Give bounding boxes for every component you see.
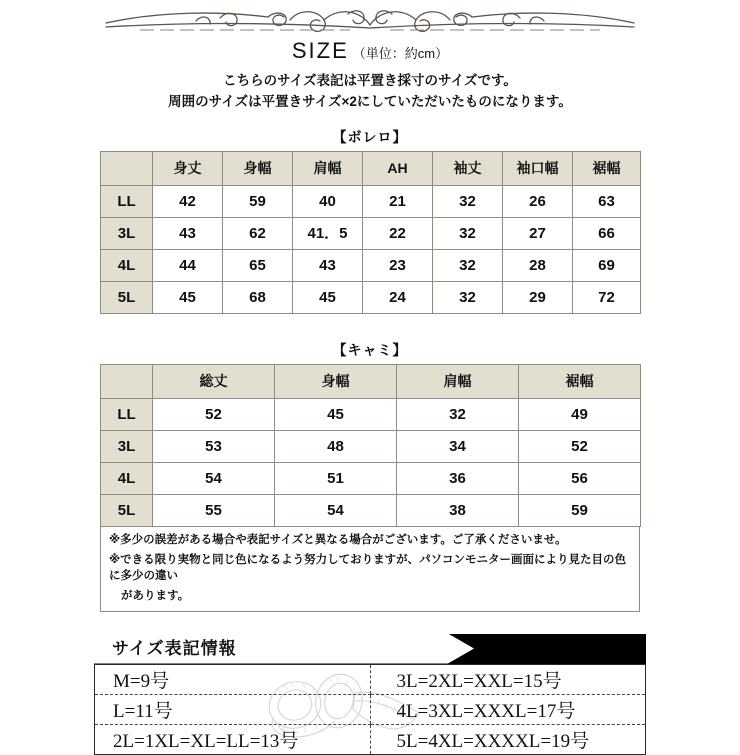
table-header-row xyxy=(101,151,641,185)
table-cell: 44 xyxy=(153,249,223,281)
notation-cell-right: 5L=4XL=XXXXL=19号 xyxy=(370,724,645,754)
table-cell: 43 xyxy=(293,249,363,281)
table-row xyxy=(101,249,641,281)
table-row xyxy=(101,398,641,430)
table-cell: 32 xyxy=(397,398,519,430)
size-title-unit: （単位：約cm） xyxy=(352,46,449,61)
table-cell: 59 xyxy=(519,494,641,526)
table-cell: 45 xyxy=(293,281,363,313)
notation-cell-left: L=11号 xyxy=(95,694,370,724)
table-cell: 69 xyxy=(573,249,641,281)
table-cell: 26 xyxy=(503,185,573,217)
column-header: AH xyxy=(363,151,433,185)
row-header-size: LL xyxy=(101,398,153,430)
table-cell: 45 xyxy=(275,398,397,430)
row-header-size: 5L xyxy=(101,281,153,313)
table-cell: 40 xyxy=(293,185,363,217)
table-cell: 36 xyxy=(397,462,519,494)
table-row xyxy=(101,494,641,526)
table-cell: 63 xyxy=(573,185,641,217)
corner-cell xyxy=(101,364,153,398)
table-row xyxy=(101,430,641,462)
decorative-header-ornament xyxy=(0,0,740,36)
table-cell: 54 xyxy=(153,462,275,494)
column-header: 袖口幅 xyxy=(503,151,573,185)
table-row xyxy=(101,185,641,217)
cami-size-table xyxy=(100,364,641,527)
table-cell: 52 xyxy=(519,430,641,462)
table-cell: 34 xyxy=(397,430,519,462)
table-row xyxy=(101,217,641,249)
column-header: 肩幅 xyxy=(293,151,363,185)
cami-table-caption: 【キャミ】 xyxy=(332,341,408,358)
table-cell: 43 xyxy=(153,217,223,249)
size-notation-block xyxy=(94,634,646,755)
row-header-size: 5L xyxy=(101,494,153,526)
table-cell: 72 xyxy=(573,281,641,313)
note-line-2: ※できる限り実物と同じ色になるよう努力しておりますが、パソコンモニター画面により見た目の色に多少の違い xyxy=(109,553,626,583)
table-cell: 56 xyxy=(519,462,641,494)
table-cell: 32 xyxy=(433,249,503,281)
table-cell: 45 xyxy=(153,281,223,313)
row-header-size: LL xyxy=(101,185,153,217)
column-header: 肩幅 xyxy=(397,364,519,398)
page-title xyxy=(0,40,740,62)
column-header: 身丈 xyxy=(153,151,223,185)
notation-row xyxy=(95,665,645,695)
row-header-size: 4L xyxy=(101,249,153,281)
size-title-main: SIZE xyxy=(291,38,349,63)
table-row xyxy=(101,281,641,313)
size-notation-banner xyxy=(94,634,646,664)
table-cell: 49 xyxy=(519,398,641,430)
table-cell: 27 xyxy=(503,217,573,249)
size-notation-body xyxy=(94,664,646,755)
lead-text xyxy=(0,71,740,113)
table-cell: 54 xyxy=(275,494,397,526)
notation-cell-right: 4L=3XL=XXXL=17号 xyxy=(370,694,645,724)
table-cell: 41．5 xyxy=(293,217,363,249)
table-cell: 53 xyxy=(153,430,275,462)
table-cell: 32 xyxy=(433,281,503,313)
notation-cell-left: 2L=1XL=XL=LL=13号 xyxy=(113,730,299,752)
table-cell: 65 xyxy=(223,249,293,281)
table-header-row xyxy=(101,364,641,398)
disclaimer-notes xyxy=(100,527,640,612)
table-cell: 62 xyxy=(223,217,293,249)
cami-table-block xyxy=(100,340,640,527)
table-cell: 68 xyxy=(223,281,293,313)
table-cell: 52 xyxy=(153,398,275,430)
size-notation-table xyxy=(95,665,645,754)
table-cell: 42 xyxy=(153,185,223,217)
note-line-1: ※多少の誤差がある場合や表記サイズと異なる場合がございます。ご了承くださいませ。 xyxy=(109,533,567,546)
table-row xyxy=(101,462,641,494)
notation-cell-left: M=9号 xyxy=(95,665,370,695)
bolero-table-caption: 【ボレロ】 xyxy=(332,128,408,145)
column-header: 身幅 xyxy=(275,364,397,398)
lead-line-2: 周囲のサイズは平置きサイズ×2にしていただいたものになります。 xyxy=(168,93,572,109)
table-cell: 24 xyxy=(363,281,433,313)
corner-cell xyxy=(101,151,153,185)
table-cell: 32 xyxy=(433,185,503,217)
row-header-size: 3L xyxy=(101,430,153,462)
table-cell: 28 xyxy=(503,249,573,281)
column-header: 総丈 xyxy=(153,364,275,398)
table-cell: 21 xyxy=(363,185,433,217)
table-cell: 32 xyxy=(433,217,503,249)
banner-label: サイズ表記情報 xyxy=(112,638,237,658)
table-cell: 51 xyxy=(275,462,397,494)
bolero-table-block xyxy=(100,127,640,314)
lead-line-1: こちらのサイズ表記は平置き採寸のサイズです。 xyxy=(223,73,517,88)
table-cell: 38 xyxy=(397,494,519,526)
table-cell: 55 xyxy=(153,494,275,526)
table-cell: 22 xyxy=(363,217,433,249)
table-cell: 66 xyxy=(573,217,641,249)
row-header-size: 4L xyxy=(101,462,153,494)
column-header: 袖丈 xyxy=(433,151,503,185)
table-cell: 59 xyxy=(223,185,293,217)
column-header: 裾幅 xyxy=(519,364,641,398)
column-header: 身幅 xyxy=(223,151,293,185)
column-header: 裾幅 xyxy=(573,151,641,185)
notation-cell-right: 3L=2XL=XXL=15号 xyxy=(370,665,645,695)
table-cell: 29 xyxy=(503,281,573,313)
row-header-size: 3L xyxy=(101,217,153,249)
bolero-size-table xyxy=(100,151,641,314)
table-cell: 48 xyxy=(275,430,397,462)
flourish-icon xyxy=(100,5,640,35)
table-cell: 23 xyxy=(363,249,433,281)
notation-row xyxy=(95,694,645,724)
notation-row xyxy=(95,724,645,754)
note-line-3: があります。 xyxy=(121,589,190,602)
